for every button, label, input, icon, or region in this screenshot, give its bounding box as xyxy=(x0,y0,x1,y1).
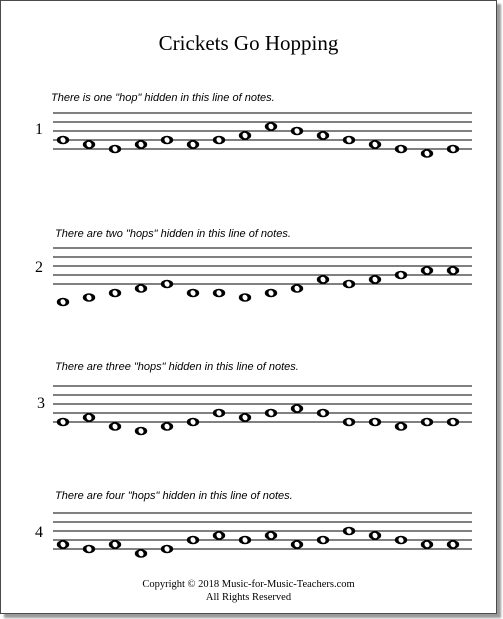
page-footer xyxy=(1,578,496,604)
rights-text: All Rights Reserved xyxy=(205,592,292,603)
whole-note xyxy=(369,531,381,540)
whole-note xyxy=(317,536,329,545)
whole-note xyxy=(161,545,173,554)
exercise-instruction: There are three "hops" hidden in this line of notes. xyxy=(55,361,299,373)
whole-note xyxy=(265,531,277,540)
whole-note xyxy=(421,540,433,549)
exercise-number: 3 xyxy=(37,395,45,412)
whole-note xyxy=(395,536,407,545)
exercise-number: 4 xyxy=(35,524,43,541)
whole-note xyxy=(343,527,355,536)
exercise-number: 2 xyxy=(35,259,43,276)
whole-note xyxy=(447,540,459,549)
whole-note xyxy=(57,540,69,549)
whole-note xyxy=(239,536,251,545)
music-staff xyxy=(1,1,498,615)
whole-note xyxy=(109,540,121,549)
exercise-instruction: There is one "hop" hidden in this line of notes. xyxy=(51,92,275,104)
exercise-number: 1 xyxy=(35,121,43,138)
whole-note xyxy=(135,549,147,558)
copyright-text: Copyright © 2018 Music-for-Music-Teachers.com xyxy=(142,579,355,590)
whole-note xyxy=(83,545,95,554)
page-title: Crickets Go Hopping xyxy=(158,31,339,55)
exercise-instruction: There are four "hops" hidden in this line of notes. xyxy=(55,490,293,502)
whole-note xyxy=(187,536,199,545)
exercise-instruction: There are two "hops" hidden in this line of notes. xyxy=(55,228,291,240)
whole-note xyxy=(291,540,303,549)
whole-note xyxy=(213,531,225,540)
